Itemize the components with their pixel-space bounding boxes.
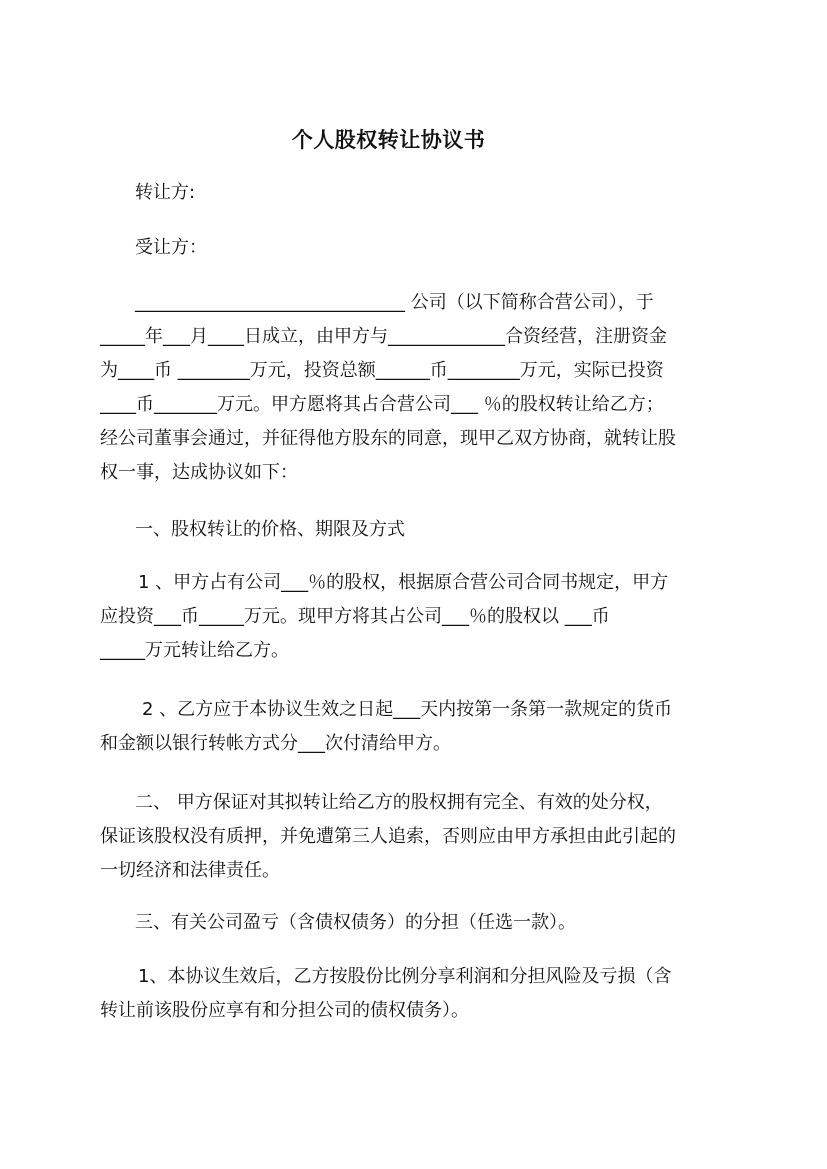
section-3-heading bbox=[100, 906, 716, 940]
transferor-label bbox=[100, 176, 716, 210]
clause-1-2-line-2: 和金额以银行转帐方式分___次付清给甲方。 bbox=[100, 733, 451, 754]
intro-line-3: 为____币 ________万元，投资总额______币________万元，实际已投资 bbox=[100, 360, 664, 381]
transferee-label bbox=[100, 231, 716, 265]
intro-line-6: 权一事，达成协议如下： bbox=[100, 462, 298, 483]
transferor-label-text: 转让方: bbox=[135, 182, 196, 203]
clause-1-2 bbox=[100, 693, 716, 761]
section-2 bbox=[100, 786, 716, 888]
clause-1-2-line-1: 2 、乙方应于本协议生效之日起___天内按第一条第一款规定的货币 bbox=[142, 699, 673, 720]
section-2-line-2: 保证该股权没有质押，并免遭第三人追索，否则应由甲方承担由此引起的 bbox=[100, 826, 676, 847]
clause-3-1-line-2: 转让前该股份应享有和分担公司的债权债务）。 bbox=[100, 1000, 469, 1021]
section-2-line-1: 二、 甲方保证对其拟转让给乙方的股权拥有完全、有效的处分权， bbox=[135, 792, 663, 813]
intro-line-5: 经公司董事会通过，并征得他方股东的同意，现甲乙双方协商，就转让股 bbox=[100, 428, 676, 449]
section-1-heading-text: 一、股权转让的价格、期限及方式 bbox=[135, 519, 405, 540]
clause-3-1-line-1: 1、本协议生效后，乙方按股份比例分享利润和分担风险及亏损（含 bbox=[138, 966, 672, 987]
section-1-heading bbox=[100, 513, 716, 547]
clause-1-1-line-2: 应投资___币_____万元。现甲方将其占公司___％的股权以 ___币 bbox=[100, 606, 610, 627]
clause-1-1-line-1: 1 、甲方占有公司___％的股权，根据原合营公司合同书规定，甲方 bbox=[138, 572, 669, 593]
clause-3-1 bbox=[100, 960, 716, 1028]
clause-1-1 bbox=[100, 566, 716, 668]
section-2-line-3: 一切经济和法律责任。 bbox=[100, 860, 280, 881]
section-3-heading-text: 三、有关公司盈亏（含债权债务）的分担（任选一款）。 bbox=[135, 912, 576, 933]
clause-1-1-line-3: _____万元转让给乙方。 bbox=[100, 640, 289, 661]
intro-line-2: _____年___月____日成立，由甲方与_____________合资经营，注册资金 bbox=[100, 326, 667, 347]
document-title: 个人股权转让协议书 bbox=[291, 128, 486, 152]
transferee-label-text: 受让方： bbox=[135, 237, 207, 258]
intro-line-4: ____币_______万元。甲方愿将其占合营公司___ ％的股权转让给乙方； bbox=[100, 394, 664, 415]
intro-paragraph bbox=[100, 286, 716, 490]
intro-line-1: ______________________________ 公司（以下简称合营公司），于 bbox=[135, 292, 654, 313]
